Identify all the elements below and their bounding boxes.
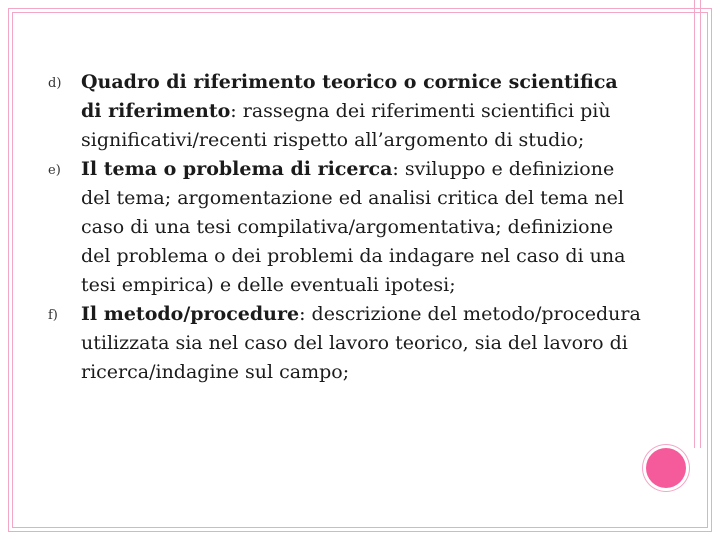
list-item xyxy=(0,155,641,300)
item-heading: Il metodo/procedure xyxy=(81,303,300,325)
slide-content xyxy=(0,68,720,387)
item-heading: Quadro di riferimento teorico o cornice scientifica di riferimento xyxy=(81,71,618,122)
item-text: : descrizione del metodo/procedura utilizzata sia nel caso del lavoro teorico, sia del lavoro di ricerca/indagine sul campo; xyxy=(81,303,641,383)
list-marker: d) xyxy=(48,76,62,91)
item-text: : rassegna dei riferimenti scientifici più significativi/recenti rispetto all’argomento di studio; xyxy=(81,100,611,151)
list-marker: e) xyxy=(48,163,61,178)
item-heading: Il tema o problema di ricerca xyxy=(81,158,393,180)
decorative-circle xyxy=(646,448,686,488)
list-item xyxy=(0,300,641,387)
item-text: : sviluppo e definizione del tema; argomentazione ed analisi critica del tema nel caso di una tesi compilativa/argomentativa; definizione del problema o dei problemi da indagare nel caso di una tesi empirica) e delle eventuali ipotesi; xyxy=(81,158,626,296)
list-item xyxy=(0,68,641,155)
list-marker: f) xyxy=(48,308,58,323)
